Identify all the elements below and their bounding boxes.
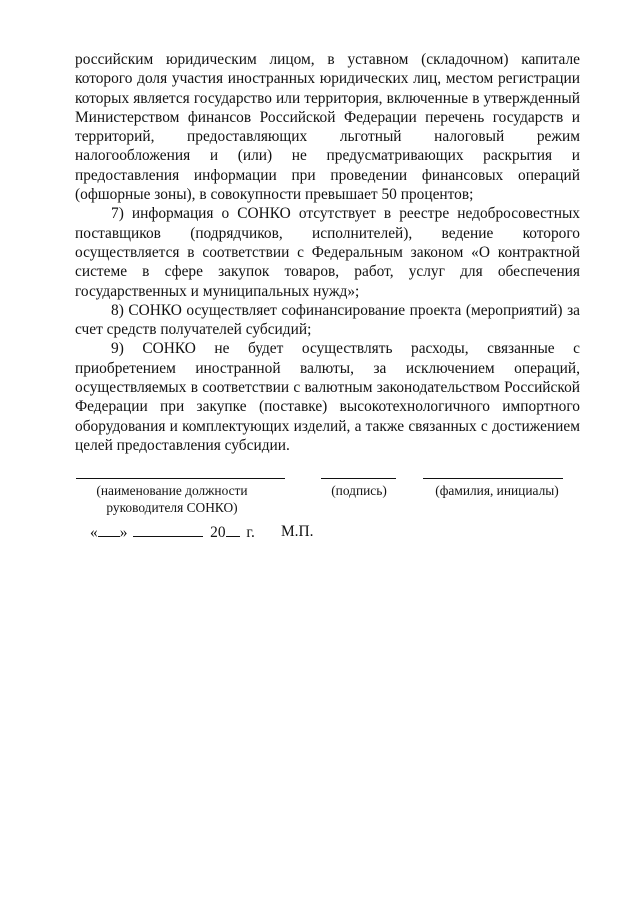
paragraph-8: 8) СОНКО осуществляет софинансирование проекта (мероприятий) за счет средств получателей субсидий;: [75, 301, 580, 339]
position-signature-line: [76, 478, 285, 479]
position-caption: [88, 482, 256, 516]
year-suffix: г.: [246, 524, 255, 541]
name-signature-line: [423, 478, 563, 479]
document-body: [75, 50, 580, 455]
paragraph-7: 7) информация о СОНКО отсутствует в реестре недобросовестных поставщиков (подрядчиков, исполнителей), ведение которого осуществляется в соответствии с Федеральным законом «О контрактной системе в сфере закупок товаров, работ, услуг для обеспечения государственных и муниципальных нужд»;: [75, 205, 580, 300]
position-caption-line1: (наименование должности: [96, 483, 248, 498]
paragraph-9: 9) СОНКО не будет осуществлять расходы, связанные с приобретением иностранной валюты, за исключением операций, осуществляемых в соответствии с валютным законодательством Российской Федерации при закупке (поставке) высокотехнологичного импортного оборудования и комплектующих изделий, а также связанных с достижением целей предоставления субсидии.: [75, 340, 580, 454]
year-prefix: 20: [210, 524, 226, 541]
signature-caption: (подпись): [331, 483, 387, 498]
position-caption-line2: руководителя СОНКО): [106, 500, 238, 515]
date-open-quote: «: [90, 524, 98, 541]
date-line: [90, 522, 255, 543]
signature-line: [321, 478, 396, 479]
name-caption: (фамилия, инициалы): [435, 483, 559, 498]
date-close-quote: »: [119, 524, 128, 541]
paragraph-6-continuation: российским юридическим лицом, в уставном (складочном) капитале которого доля участия иностранных юридических лиц, местом регистрации которых является государство или территория, включенные в утвержденный Министерством финансов Российской Федерации перечень государств и территорий, предоставляющих льготный налоговый режим налогообложения и (или) не предусматривающих раскрытия и предоставления информации при проведении финансовых операций (офшорные зоны), в совокупности превышает 50 процентов;: [75, 51, 580, 204]
stamp-placeholder: М.П.: [281, 523, 314, 540]
month-blank: [133, 522, 203, 537]
day-blank: [98, 522, 120, 537]
year-blank: [226, 522, 240, 537]
